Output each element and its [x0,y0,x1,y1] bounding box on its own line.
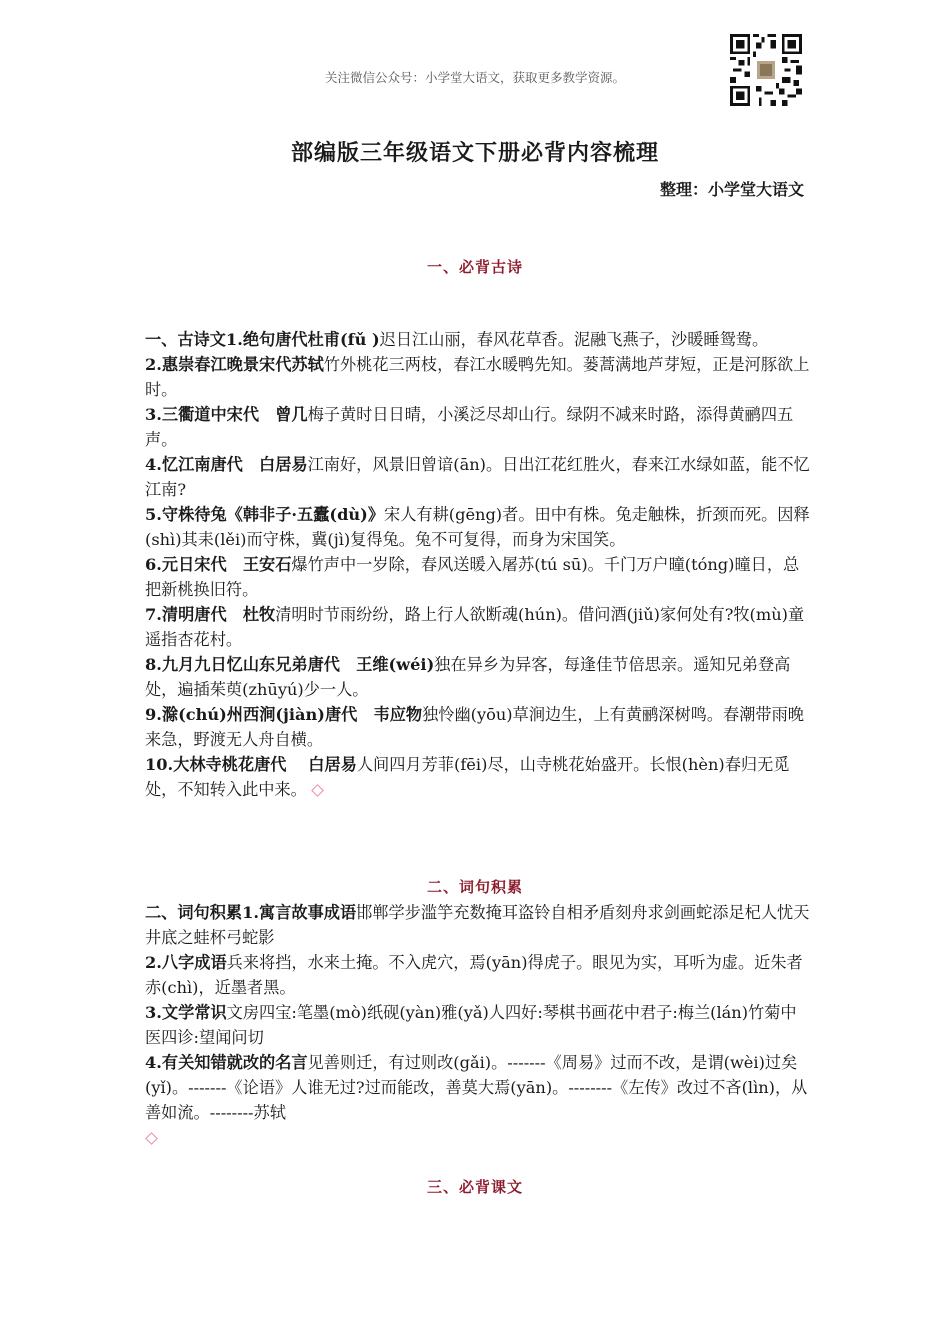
item-body: 邯郸学步滥竽充数掩耳盗铃自相矛盾刻舟求剑画蛇添足杞人忧天井底之蛙杯弓蛇影 [145,903,810,947]
list-item [145,752,810,802]
list-item [145,1000,810,1050]
item-body: 梅子黄时日日晴，小溪泛尽却山行。绿阴不减来时路，添得黄鹂四五声。 [145,405,794,449]
item-title: 2.八字成语 [145,953,227,972]
diamond-marker-icon [311,784,324,797]
item-title: 二、词句积累1.寓言故事成语 [145,903,357,922]
phrases-list [145,900,810,1150]
item-body: 清明时节雨纷纷，路上行人欲断魂(hún)。借问酒(jiǔ)家何处有?牧(mù)童遥指杏花村。 [145,605,805,649]
list-item [145,702,810,752]
list-item [145,502,810,552]
item-body: 迟日江山丽，春风花草香。泥融飞燕子，沙暖睡鸳鸯。 [379,330,769,349]
item-body: 文房四宝:笔墨(mò)纸砚(yàn)雅(yǎ)人四好:琴棋书画花中君子:梅兰(lán)竹菊中医四诊:望闻问切 [145,1003,797,1047]
item-title: 3.文学常识 [145,1003,227,1022]
list-item [145,602,810,652]
item-title: 一、古诗文1.绝句唐代杜甫(fǔ ) [145,330,380,349]
document-title: 部编版三年级语文下册必背内容梳理 [290,140,659,166]
item-title: 2.惠崇春江晚景宋代苏轼 [145,355,324,374]
item-body: 兵来将挡，水来土掩。不入虎穴，焉(yān)得虎子。眼见为实，耳听为虚。近朱者赤(chì)，近墨者黑。 [145,953,803,997]
header-note: 关注微信公众号：小学堂大语文，获取更多教学资源。 [324,70,625,85]
section-heading-poems: 一、必背古诗 [426,258,523,276]
list-item [145,452,810,502]
item-title: 9.滁(chú)州西涧(jiàn)唐代 韦应物 [145,705,423,724]
list-item [145,900,810,950]
list-item [145,950,810,1000]
item-body: 人间四月芳菲(fēi)尽，山寺桃花始盛开。长恨(hèn)春归无觅处，不知转入此中来。 [145,755,790,799]
item-title: 8.九月九日忆山东兄弟唐代 王维(wéi) [145,655,435,674]
item-title: 4.有关知错就改的名言 [145,1053,308,1072]
list-item [145,352,810,402]
section-heading-phrases: 二、词句积累 [426,878,523,896]
item-body: 竹外桃花三两枝，春江水暖鸭先知。蒌蒿满地芦芽短，正是河豚欲上时。 [145,355,810,399]
list-item [145,652,810,702]
item-body: 独怜幽(yōu)草涧边生，上有黄鹂深树鸣。春潮带雨晚来急，野渡无人舟自横。 [145,705,804,749]
item-body: 江南好，风景旧曾谙(ān)。日出江花红胜火，春来江水绿如蓝，能不忆江南? [145,455,810,499]
list-item [145,552,810,602]
item-title: 4.忆江南唐代 白居易 [145,455,308,474]
item-body: 爆竹声中一岁除，春风送暖入屠苏(tú sū)。千门万户曈(tóng)曈日，总把新桃换旧符。 [145,555,800,599]
list-item [145,1050,810,1125]
qr-code-icon [730,34,802,106]
item-body: 见善则迁，有过则改(gǎi)。-------《周易》过而不改，是谓(wèi)过矣(yǐ)。-------《论语》人谁无过?过而能改，善莫大焉(yān)。--------《左传》改过不吝(lìn)，从善如流。--------苏轼 [145,1053,808,1122]
document-author: 整理：小学堂大语文 [659,180,804,199]
list-item [145,1125,810,1150]
item-body: 独在异乡为异客，每逢佳节倍思亲。遥知兄弟登高处，遍插茱萸(zhūyú)少一人。 [145,655,791,699]
diamond-marker-icon [145,1132,158,1145]
poems-list [145,327,810,802]
list-item [145,402,810,452]
item-title: 6.元日宋代 王安石 [145,555,292,574]
section-heading-texts: 三、必背课文 [426,1178,523,1196]
item-body: 宋人有耕(gēng)者。田中有株。兔走触株，折颈而死。因释(shì)其耒(lěi)而守株，冀(jì)复得兔。兔不可复得，而身为宋国笑。 [145,505,810,549]
item-title: 5.守株待兔《韩非子·五蠹(dù)》 [145,505,385,524]
item-title: 10.大林寺桃花唐代 白居易 [145,755,357,774]
item-title: 3.三衢道中宋代 曾几 [145,405,308,424]
item-title: 7.清明唐代 杜牧 [145,605,276,624]
list-item [145,327,810,352]
